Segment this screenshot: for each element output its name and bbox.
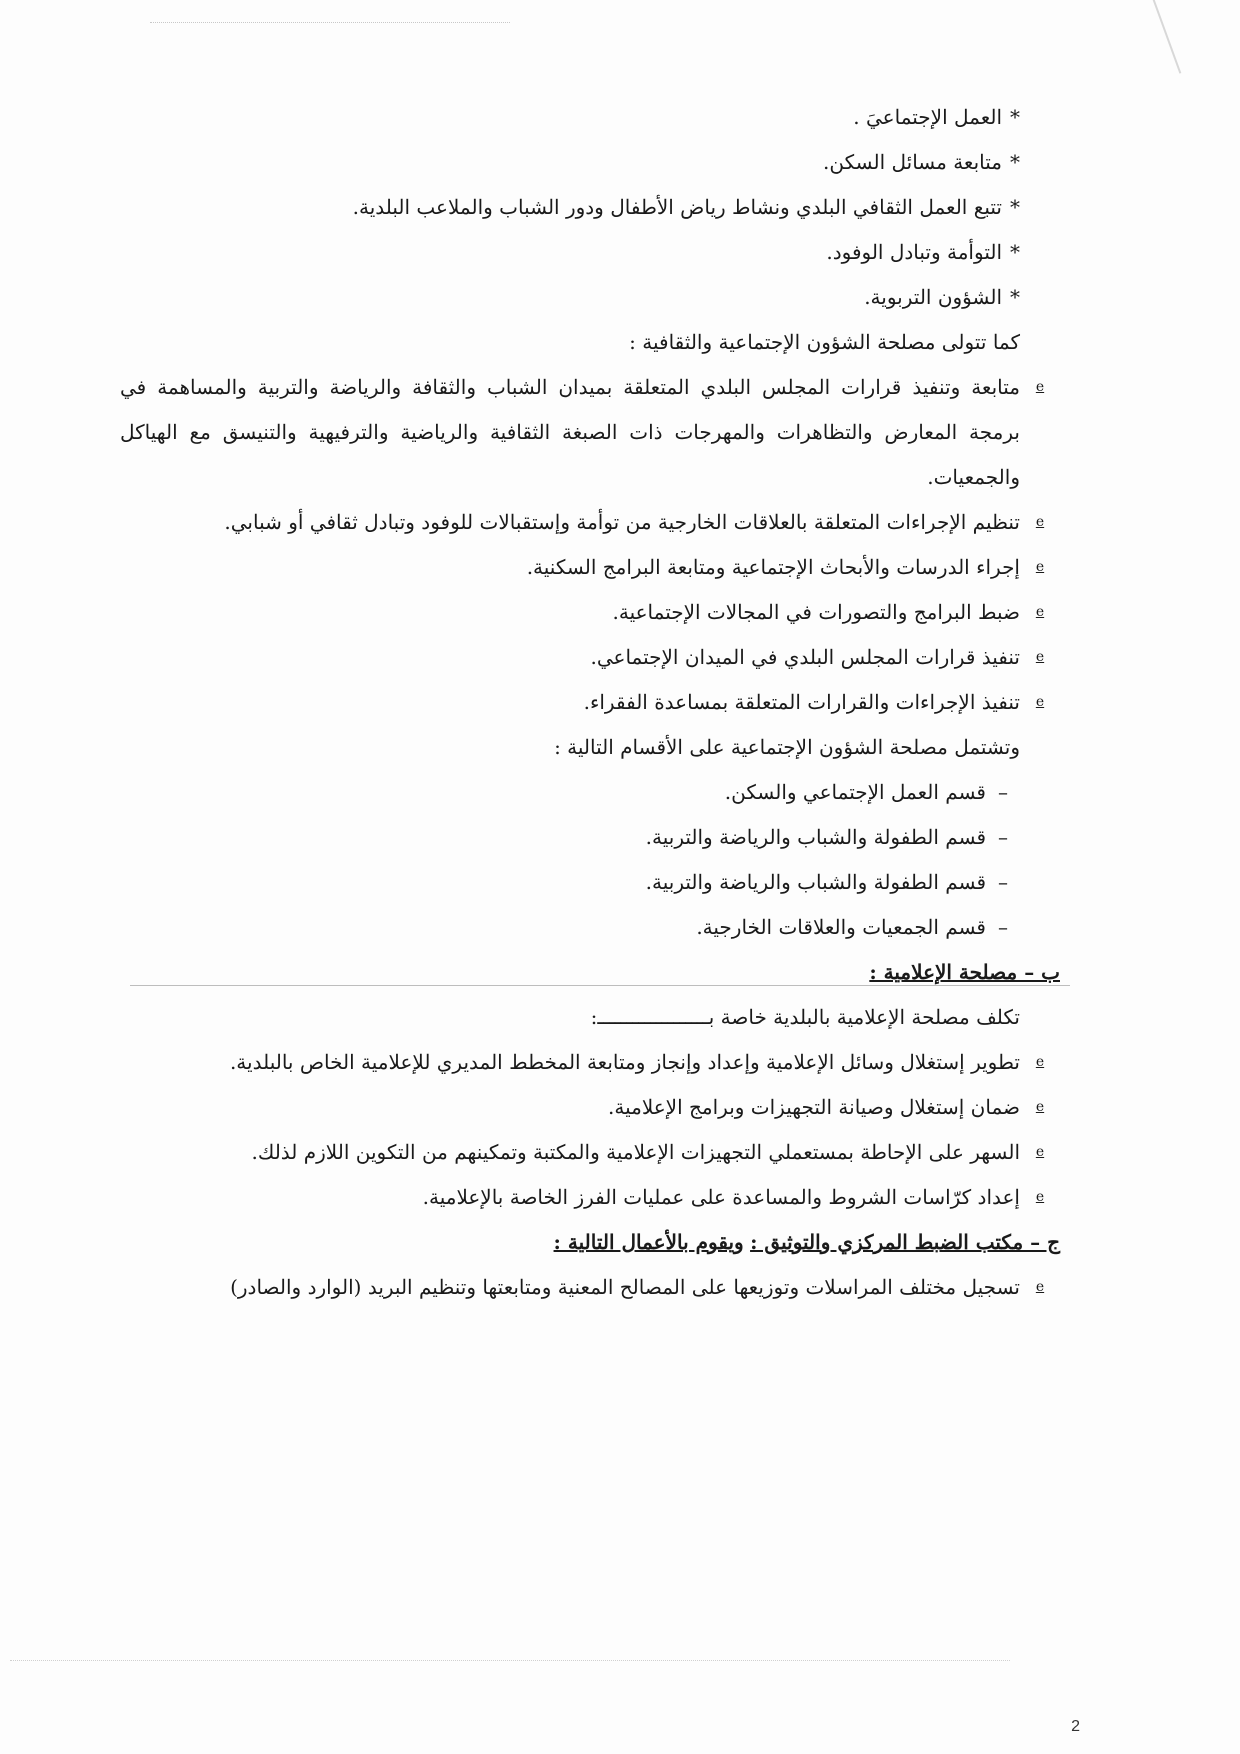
star-mark: * — [1010, 195, 1020, 219]
bullet-icon: e — [1035, 379, 1045, 395]
list-item: –قسم الجمعيات والعلاقات الخارجية. — [120, 905, 1060, 950]
bullet-icon: e — [1035, 514, 1045, 530]
dash-mark: – — [998, 825, 1008, 849]
sections-intro: وتشتمل مصلحة الشؤون الإجتماعية على الأقسام التالية : — [554, 735, 1020, 759]
top-item: *العمل الإجتماعيَ . — [853, 105, 1020, 129]
bullet-icon: e — [1035, 649, 1045, 665]
list-item: e ضبط البرامج والتصورات في المجالات الإجتماعية. — [120, 590, 1060, 635]
office-section-header — [120, 1220, 1060, 1265]
list-item: e السهر على الإحاطة بمستعملي التجهيزات الإعلامية والمكتبة وتمكينهم من التكوين اللازم لذلك. — [120, 1130, 1060, 1175]
list-item: e ضمان إستغلال وصيانة التجهيزات وبرامج الإعلامية. — [120, 1085, 1060, 1130]
scan-artifact-bottom — [10, 1660, 1010, 1661]
top-item: *تتبع العمل الثقافي البلدي ونشاط رياض الأطفال ودور الشباب والملاعب البلدية. — [352, 195, 1020, 219]
social-bullets — [120, 365, 1060, 725]
bullet-icon: e — [1035, 1279, 1045, 1295]
bullet-icon: e — [1035, 694, 1045, 710]
list-item: –قسم الطفولة والشباب والرياضة والتربية. — [120, 815, 1060, 860]
dash-mark: – — [998, 870, 1008, 894]
section-heading-rest: ويقوم بالأعمال التالية : — [553, 1230, 744, 1254]
sections-list — [120, 770, 1060, 950]
list-item: e تسجيل مختلف المراسلات وتوزيعها على المصالح المعنية ومتابعتها وتنظيم البريد (الوارد والصادر) — [120, 1265, 1060, 1310]
bullet-icon: e — [1035, 604, 1045, 620]
it-section-header — [120, 950, 1060, 995]
bullet-icon: e — [1035, 1099, 1045, 1115]
star-mark: * — [1010, 150, 1020, 174]
document-body — [120, 95, 1060, 1310]
office-bullets — [120, 1265, 1060, 1310]
bullet-icon: e — [1035, 1144, 1045, 1160]
social-intro: كما تتولى مصلحة الشؤون الإجتماعية والثقافية : — [629, 330, 1020, 354]
bullet-icon: e — [1035, 1189, 1045, 1205]
top-item: *متابعة مسائل السكن. — [823, 150, 1020, 174]
star-mark: * — [1010, 105, 1020, 129]
list-item: e تنفيذ قرارات المجلس البلدي في الميدان الإجتماعي. — [120, 635, 1060, 680]
page-number: 2 — [1071, 1718, 1080, 1735]
star-mark: * — [1010, 240, 1020, 264]
section-heading: ج – مكتب الضبط المركزي والتوثيق : — [750, 1230, 1060, 1254]
scan-artifact-top — [150, 22, 510, 35]
scan-artifact-corner — [1149, 0, 1182, 74]
list-item: e تنفيذ الإجراءات والقرارات المتعلقة بمساعدة الفقراء. — [120, 680, 1060, 725]
list-item: e متابعة وتنفيذ قرارات المجلس البلدي المتعلقة بميدان الشباب والثقافة والرياضة والتربية والمساهمة في برمجة المعارض والتظاهرات والمهرجات ذات الصبغة الثقافية والرياضية والترفيهية والتنيسق مع الهياكل والجمعيات. — [120, 365, 1060, 500]
list-item: e إجراء الدرسات والأبحاث الإجتماعية ومتابعة البرامج السكنية. — [120, 545, 1060, 590]
list-item: e تنظيم الإجراءات المتعلقة بالعلاقات الخارجية من توأمة وإستقبالات للوفود وتبادل ثقافي أو شبابي. — [120, 500, 1060, 545]
section-divider — [130, 985, 1070, 986]
bullet-icon: e — [1035, 1054, 1045, 1070]
list-item: –قسم الطفولة والشباب والرياضة والتربية. — [120, 860, 1060, 905]
list-item: e إعداد كرّاسات الشروط والمساعدة على عمليات الفرز الخاصة بالإعلامية. — [120, 1175, 1060, 1220]
top-item: *الشؤون التربوية. — [864, 285, 1020, 309]
top-item: *التوأمة وتبادل الوفود. — [826, 240, 1020, 264]
bullet-icon: e — [1035, 559, 1045, 575]
star-mark: * — [1010, 285, 1020, 309]
top-items-list — [120, 95, 1060, 320]
dash-mark: – — [998, 780, 1008, 804]
dash-mark: – — [998, 915, 1008, 939]
it-bullets — [120, 1040, 1060, 1220]
it-intro: تكلف مصلحة الإعلامية بالبلدية خاصة بـــــــــــــــــــ: — [590, 1005, 1020, 1029]
list-item: –قسم العمل الإجتماعي والسكن. — [120, 770, 1060, 815]
list-item: e تطوير إستغلال وسائل الإعلامية وإعداد وإنجاز ومتابعة المخطط المديري للإعلامية الخاص بالبلدية. — [120, 1040, 1060, 1085]
section-heading: ب – مصلحة الإعلامية : — [869, 960, 1060, 984]
